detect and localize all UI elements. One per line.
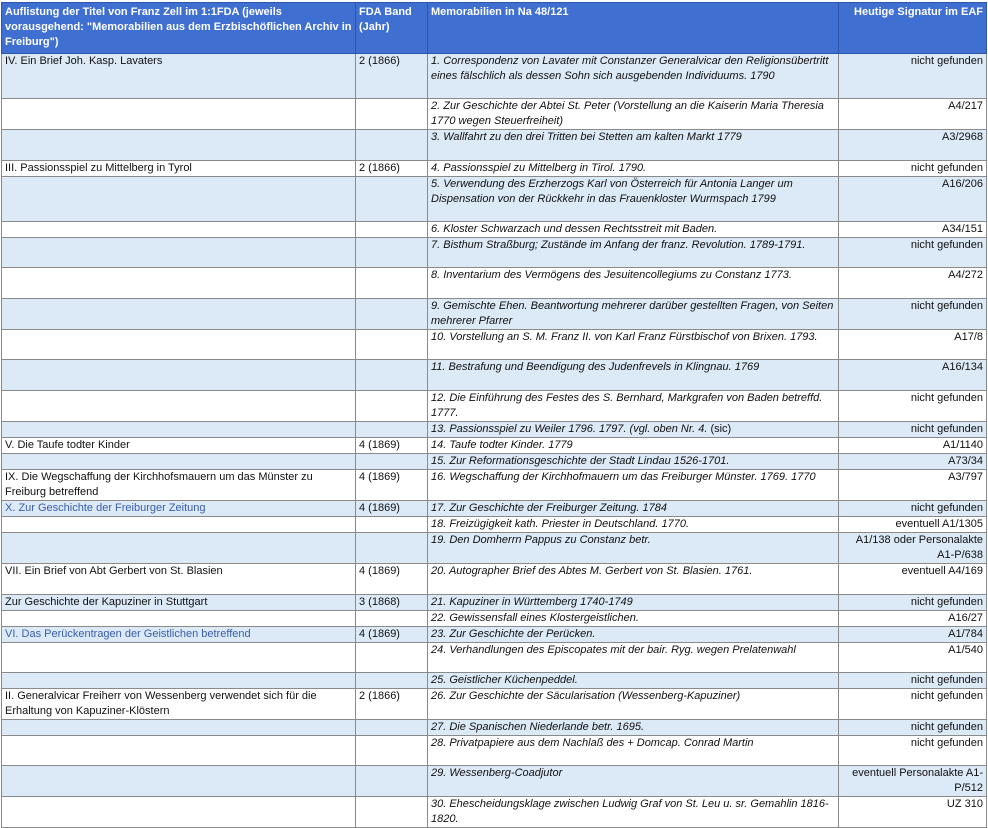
memo-cell: 18. Freizügigkeit kath. Priester in Deutschland. 1770.: [428, 517, 839, 533]
band-cell: [356, 268, 428, 299]
signature-cell: A1/784: [839, 627, 987, 643]
title-cell: [2, 643, 356, 673]
band-cell: 4 (1869): [356, 564, 428, 595]
table-row: [2, 689, 987, 720]
signature-cell: nicht gefunden: [839, 501, 987, 517]
band-cell: [356, 391, 428, 422]
title-cell: VI. Das Perückentragen der Geistlichen betreffend: [2, 627, 356, 643]
table-row: [2, 54, 987, 99]
band-cell: [356, 222, 428, 238]
memo-cell: 2. Zur Geschichte der Abtei St. Peter (Vorstellung an die Kaiserin Maria Theresia 1770 wegen Steuerfreiheit): [428, 99, 839, 130]
table-row: [2, 238, 987, 268]
table-row: [2, 595, 987, 611]
table-row: [2, 517, 987, 533]
title-cell: [2, 533, 356, 564]
signature-cell: A1/138 oder Personalakte A1-P/638: [839, 533, 987, 564]
signature-cell: A16/134: [839, 360, 987, 391]
signature-cell: A17/8: [839, 330, 987, 360]
title-cell: IX. Die Wegschaffung der Kirchhofsmauern um das Münster zu Freiburg betreffend: [2, 470, 356, 501]
memo-cell: 10. Vorstellung an S. M. Franz II. von Karl Franz Fürstbischof von Brixen. 1793.: [428, 330, 839, 360]
table-row: [2, 161, 987, 177]
band-cell: [356, 720, 428, 736]
memo-cell: 30. Ehescheidungsklage zwischen Ludwig Graf von St. Leu u. sr. Gemahlin 1816-1820.: [428, 797, 839, 828]
title-cell: II. Generalvicar Freiherr von Wessenberg verwendet sich für die Erhaltung von Kapuziner-Klöstern: [2, 689, 356, 720]
memo-cell: 11. Bestrafung und Beendigung des Judenfrevels in Klingnau. 1769: [428, 360, 839, 391]
band-cell: [356, 673, 428, 689]
memo-cell: 21. Kapuziner in Württemberg 1740-1749: [428, 595, 839, 611]
signature-cell: A3/2968: [839, 130, 987, 161]
signature-cell: nicht gefunden: [839, 736, 987, 766]
title-cell: [2, 517, 356, 533]
band-cell: 4 (1869): [356, 501, 428, 517]
band-cell: 4 (1869): [356, 627, 428, 643]
signature-cell: UZ 310: [839, 797, 987, 828]
band-cell: 2 (1866): [356, 54, 428, 99]
title-cell: [2, 268, 356, 299]
band-cell: [356, 360, 428, 391]
table-row: [2, 627, 987, 643]
signature-cell: nicht gefunden: [839, 422, 987, 438]
memo-text: 13. Passionsspiel zu Weiler 1796. 1797. (vgl. oben Nr. 4.: [431, 423, 708, 435]
band-cell: 4 (1869): [356, 470, 428, 501]
title-cell: [2, 299, 356, 330]
band-cell: 2 (1866): [356, 689, 428, 720]
table-row: [2, 222, 987, 238]
signature-cell: A3/797: [839, 470, 987, 501]
table-row: [2, 673, 987, 689]
signature-cell: eventuell A4/169: [839, 564, 987, 595]
signature-cell: nicht gefunden: [839, 720, 987, 736]
memo-cell: 17. Zur Geschichte der Freiburger Zeitung. 1784: [428, 501, 839, 517]
table-row: [2, 422, 987, 438]
signature-cell: nicht gefunden: [839, 54, 987, 99]
table-row: [2, 736, 987, 766]
table-row: [2, 564, 987, 595]
band-cell: [356, 797, 428, 828]
title-cell: [2, 736, 356, 766]
header-band: FDA Band (Jahr): [356, 3, 428, 54]
signature-cell: nicht gefunden: [839, 391, 987, 422]
title-cell: [2, 177, 356, 222]
signature-cell: nicht gefunden: [839, 673, 987, 689]
title-cell: X. Zur Geschichte der Freiburger Zeitung: [2, 501, 356, 517]
table-row: [2, 391, 987, 422]
header-row: [2, 3, 987, 54]
signature-cell: A34/151: [839, 222, 987, 238]
title-cell: VII. Ein Brief von Abt Gerbert von St. Blasien: [2, 564, 356, 595]
band-cell: [356, 238, 428, 268]
title-cell: [2, 99, 356, 130]
memo-cell: 16. Wegschaffung der Kirchhofmauern um das Freiburger Münster. 1769. 1770: [428, 470, 839, 501]
header-signatur: Heutige Signatur im EAF: [839, 3, 987, 54]
signature-cell: nicht gefunden: [839, 238, 987, 268]
table-row: [2, 533, 987, 564]
band-cell: [356, 517, 428, 533]
table-row: [2, 330, 987, 360]
table-row: [2, 643, 987, 673]
title-cell: [2, 797, 356, 828]
signature-cell: nicht gefunden: [839, 299, 987, 330]
memo-cell: 29. Wessenberg-Coadjutor: [428, 766, 839, 797]
memo-cell: 20. Autographer Brief des Abtes M. Gerbert von St. Blasien. 1761.: [428, 564, 839, 595]
band-cell: [356, 533, 428, 564]
table-row: [2, 177, 987, 222]
signature-cell: nicht gefunden: [839, 595, 987, 611]
title-cell: [2, 611, 356, 627]
memo-cell: 5. Verwendung des Erzherzogs Karl von Österreich für Antonia Langer um Dispensation von der Rückkehr in das Frauenkloster Wurmspach 1799: [428, 177, 839, 222]
memo-cell: 27. Die Spanischen Niederlande betr. 1695.: [428, 720, 839, 736]
table-row: [2, 611, 987, 627]
title-cell: [2, 222, 356, 238]
band-cell: [356, 422, 428, 438]
title-cell: V. Die Taufe todter Kinder: [2, 438, 356, 454]
memo-suffix: (sic): [710, 423, 732, 435]
table-row: [2, 766, 987, 797]
signature-cell: nicht gefunden: [839, 161, 987, 177]
table-row: [2, 268, 987, 299]
band-cell: 4 (1869): [356, 438, 428, 454]
band-cell: [356, 130, 428, 161]
table-row: [2, 99, 987, 130]
signature-cell: eventuell Personalakte A1-P/512: [839, 766, 987, 797]
band-cell: [356, 611, 428, 627]
table-row: [2, 360, 987, 391]
memo-cell: 28. Privatpapiere aus dem Nachlaß des + Domcap. Conrad Martin: [428, 736, 839, 766]
title-cell: [2, 720, 356, 736]
signature-cell: A73/34: [839, 454, 987, 470]
header-titles: Auflistung der Titel von Franz Zell im 1:1FDA (jeweils vorausgehend: "Memorabilien aus dem Erzbischöflichen Archiv in Freiburg"): [2, 3, 356, 54]
header-memorabilien: Memorabilien in Na 48/121: [428, 3, 839, 54]
table-row: [2, 130, 987, 161]
title-cell: [2, 766, 356, 797]
memo-cell: 6. Kloster Schwarzach und dessen Rechtsstreit mit Baden.: [428, 222, 839, 238]
table-row: [2, 454, 987, 470]
title-cell: [2, 238, 356, 268]
title-cell: [2, 422, 356, 438]
title-cell: [2, 130, 356, 161]
band-cell: [356, 736, 428, 766]
memo-cell: 3. Wallfahrt zu den drei Tritten bei Stetten am kalten Markt 1779: [428, 130, 839, 161]
table-row: [2, 501, 987, 517]
memo-cell: 12. Die Einführung des Festes des S. Bernhard, Markgrafen von Baden betreffd. 1777.: [428, 391, 839, 422]
title-cell: Zur Geschichte der Kapuziner in Stuttgart: [2, 595, 356, 611]
memo-cell: 24. Verhandlungen des Episcopates mit der bair. Ryg. wegen Prelatenwahl: [428, 643, 839, 673]
band-cell: [356, 643, 428, 673]
memo-cell: 23. Zur Geschichte der Perücken.: [428, 627, 839, 643]
memo-cell: 8. Inventarium des Vermögens des Jesuitencollegiums zu Constanz 1773.: [428, 268, 839, 299]
title-cell: III. Passionsspiel zu Mittelberg in Tyrol: [2, 161, 356, 177]
band-cell: 3 (1868): [356, 595, 428, 611]
signature-cell: A4/272: [839, 268, 987, 299]
memo-cell: 14. Taufe todter Kinder. 1779: [428, 438, 839, 454]
title-cell: [2, 330, 356, 360]
memo-cell: 9. Gemischte Ehen. Beantwortung mehrerer darüber gestellten Fragen, von Seiten mehrerer Pfarrer: [428, 299, 839, 330]
table-row: [2, 299, 987, 330]
title-cell: [2, 360, 356, 391]
signature-cell: A1/1140: [839, 438, 987, 454]
table-row: [2, 438, 987, 454]
band-cell: [356, 299, 428, 330]
signature-cell: A16/27: [839, 611, 987, 627]
memo-cell: 7. Bisthum Straßburg; Zustände im Anfang der franz. Revolution. 1789-1791.: [428, 238, 839, 268]
signature-cell: nicht gefunden: [839, 689, 987, 720]
title-cell: [2, 391, 356, 422]
memo-cell: 19. Den Domherrn Pappus zu Constanz betr.: [428, 533, 839, 564]
memo-cell: [428, 422, 839, 438]
memorabilien-table: [1, 2, 987, 828]
band-cell: 2 (1866): [356, 161, 428, 177]
memo-cell: 4. Passionsspiel zu Mittelberg in Tirol. 1790.: [428, 161, 839, 177]
band-cell: [356, 99, 428, 130]
signature-cell: eventuell A1/1305: [839, 517, 987, 533]
memo-cell: 26. Zur Geschichte der Säcularisation (Wessenberg-Kapuziner): [428, 689, 839, 720]
band-cell: [356, 177, 428, 222]
table-row: [2, 797, 987, 828]
table-row: [2, 470, 987, 501]
band-cell: [356, 766, 428, 797]
title-cell: [2, 454, 356, 470]
memo-cell: 25. Geistlicher Küchenpeddel.: [428, 673, 839, 689]
memo-cell: 22. Gewissensfall eines Klostergeistlichen.: [428, 611, 839, 627]
memo-cell: 15. Zur Reformationsgeschichte der Stadt Lindau 1526-1701.: [428, 454, 839, 470]
table-row: [2, 720, 987, 736]
band-cell: [356, 330, 428, 360]
signature-cell: A16/206: [839, 177, 987, 222]
signature-cell: A1/540: [839, 643, 987, 673]
memo-cell: 1. Correspondenz von Lavater mit Constanzer Generalvicar den Religionsübertritt eines fälschlich als dessen Sohn sich ausgebenden Individuums. 1790: [428, 54, 839, 99]
title-cell: IV. Ein Brief Joh. Kasp. Lavaters: [2, 54, 356, 99]
band-cell: [356, 454, 428, 470]
title-cell: [2, 673, 356, 689]
signature-cell: A4/217: [839, 99, 987, 130]
